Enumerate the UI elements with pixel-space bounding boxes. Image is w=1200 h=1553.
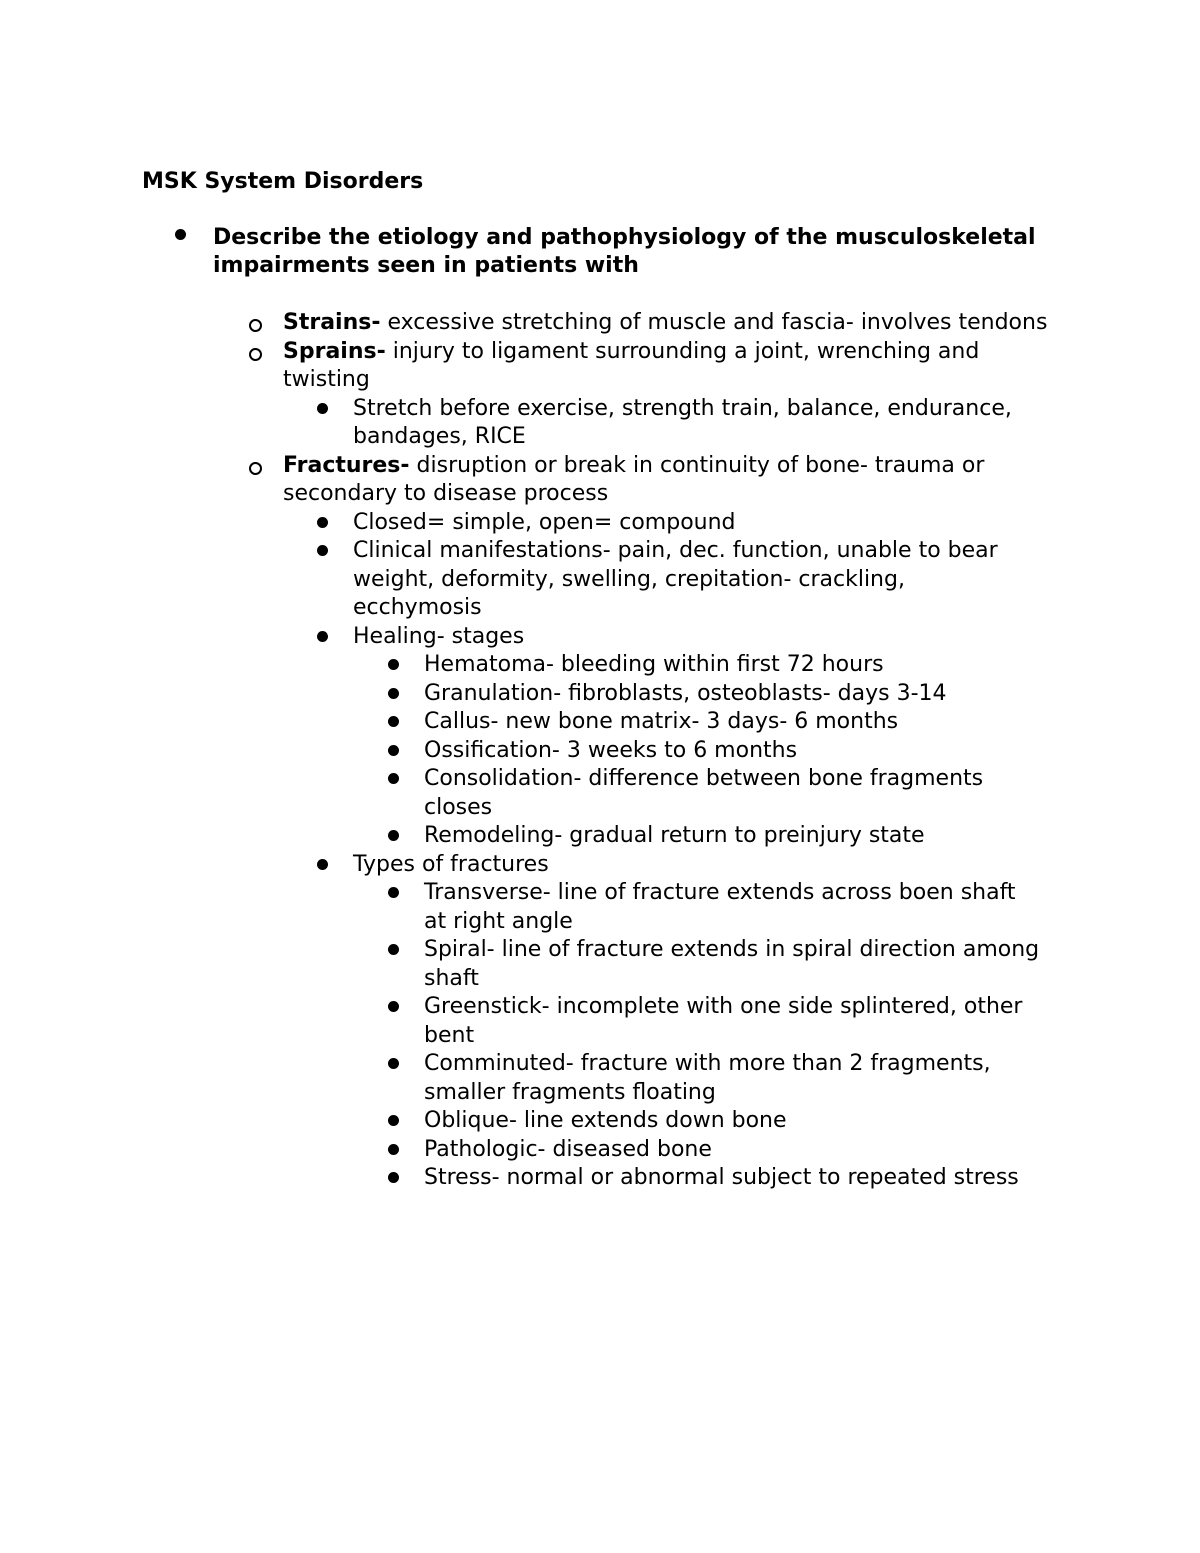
bullet-icon [388,688,399,699]
strains-description: excessive stretching of muscle and fascia- involves tendons [380,310,1048,335]
list-item [353,395,1033,452]
bullet-icon [388,1001,399,1012]
bullet-icon [175,229,186,240]
list-item [424,737,1044,766]
fracture-type: Greenstick- incomplete with one side splintered, other bent [424,994,1023,1048]
bullet-icon [388,716,399,727]
bullet-icon [388,1115,399,1126]
list-item-fractures [283,452,1073,509]
list-item [424,1164,1044,1193]
bullet-icon [388,659,399,670]
list-item [424,936,1044,993]
list-item [424,1107,1044,1136]
learning-objective: Describe the etiology and pathophysiology of the musculoskeletal impairments seen in patients with [213,225,1036,278]
list-item [424,1136,1044,1165]
list-item-sprains [283,338,1073,395]
bullet-icon [388,1144,399,1155]
list-item [353,509,1033,538]
bullet-icon [388,887,399,898]
list-item-strains [283,309,1073,338]
term-sprains: Sprains- [283,338,386,364]
list-item [424,822,1044,851]
list-item [353,623,1033,652]
bullet-icon [317,517,328,528]
list-item [353,851,1033,880]
list-item [353,537,1033,623]
clinical-manifestations-text: Clinical manifestations- pain, dec. function, unable to bear weight, deformity, swelling, crepitation- crackling, ecchymosis [353,538,998,620]
bullet-icon [388,773,399,784]
document-title: MSK System Disorders [142,169,424,194]
bullet-icon [317,631,328,642]
fracture-types-label: Types of fractures [353,851,549,877]
list-item [424,651,1044,680]
list-item [424,993,1044,1050]
bullet-icon [317,403,328,414]
bullet-icon [388,1058,399,1069]
fracture-type: Transverse- line of fracture extends across boen shaft at right angle [424,880,1016,934]
closed-open-text: Closed= simple, open= compound [353,509,736,535]
healing-stage: Remodeling- gradual return to preinjury state [424,823,925,848]
healing-stages-label: Healing- stages [353,623,525,649]
bullet-icon [317,545,328,556]
bullet-icon [388,745,399,756]
bullet-icon [388,830,399,841]
fracture-type: Comminuted- fracture with more than 2 fragments, smaller fragments floating [424,1051,991,1105]
fracture-type: Stress- normal or abnormal subject to repeated stress [424,1165,1019,1190]
healing-stage: Callus- new bone matrix- 3 days- 6 months [424,709,899,734]
healing-stage: Ossification- 3 weeks to 6 months [424,737,798,763]
list-item [424,879,1044,936]
list-item [424,1050,1044,1107]
healing-stage: Granulation- fibroblasts, osteoblasts- days 3-14 [424,680,947,706]
hollow-bullet-icon [249,348,262,361]
fracture-type: Pathologic- diseased bone [424,1136,712,1162]
term-fractures: Fractures- [283,452,410,478]
fractures-description: disruption or break in continuity of bone- trauma or secondary to disease process [283,452,985,506]
sprains-prevention: Stretch before exercise, strength train, balance, endurance, bandages, RICE [353,395,1012,449]
list-item [424,765,1044,822]
hollow-bullet-icon [249,462,262,475]
hollow-bullet-icon [249,319,262,332]
bullet-icon [388,1172,399,1183]
sprains-description: injury to ligament surrounding a joint, wrenching and twisting [283,338,980,392]
bullet-icon [317,859,328,870]
term-strains: Strains- [283,310,381,335]
outline-list [0,309,1200,1193]
healing-stage: Consolidation- difference between bone fragments closes [424,766,984,820]
healing-stage: Hematoma- bleeding within first 72 hours [424,652,884,677]
fracture-type: Oblique- line extends down bone [424,1108,787,1133]
list-item [424,708,1044,737]
fracture-type: Spiral- line of fracture extends in spiral direction among shaft [424,937,1040,991]
list-item [424,680,1044,709]
bullet-icon [388,944,399,955]
